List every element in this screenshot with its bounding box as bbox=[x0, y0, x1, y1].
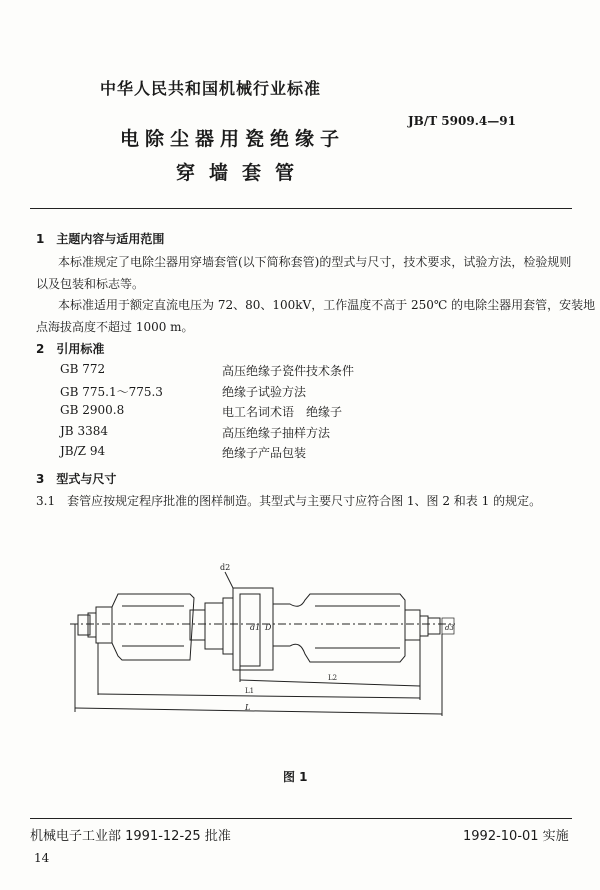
reference-code: JB 3384 bbox=[60, 423, 108, 438]
para-2-line-1: 本标准适用于额定直流电压为 72、80、100kV，工作温度不高于 250℃ 的电除尘器用套管，安装地 bbox=[58, 298, 596, 312]
reference-title: 高压绝缘子瓷件技术条件 bbox=[222, 364, 355, 378]
header-rule bbox=[30, 208, 572, 209]
reference-title: 电工名词术语 绝缘子 bbox=[222, 405, 343, 419]
org-title: 中华人民共和国机械行业标准 bbox=[100, 79, 322, 98]
section-3-heading: 3 型式与尺寸 bbox=[36, 472, 117, 486]
reference-code: GB 772 bbox=[60, 362, 106, 376]
label-d3: d3 bbox=[445, 624, 454, 632]
bushing-drawing bbox=[60, 560, 460, 725]
effective-date: 1992-10-01 实施 bbox=[463, 829, 569, 844]
para-1-line-2: 以及包装和标志等。 bbox=[36, 277, 145, 291]
para-2-line-2: 点海拔高度不超过 1000 m。 bbox=[36, 320, 194, 334]
section-1-heading: 1 主题内容与适用范围 bbox=[36, 232, 165, 246]
para-1-line-1: 本标准规定了电除尘器用穿墙套管(以下简称套管)的型式与尺寸，技术要求，试验方法，检验规则 bbox=[58, 255, 572, 269]
reference-code: GB 2900.8 bbox=[60, 403, 125, 417]
label-d1: d1 bbox=[250, 623, 261, 632]
clause-3-1: 3.1 套管应按规定程序批准的图样制造。其型式与主要尺寸应符合图 1、图 2 和表 1 的规定。 bbox=[36, 494, 542, 508]
title-line-1: 电除尘器用瓷绝缘子 bbox=[120, 128, 346, 150]
reference-title: 绝缘子产品包装 bbox=[222, 446, 307, 460]
footer-rule bbox=[30, 818, 572, 819]
label-d2: d2 bbox=[220, 563, 231, 572]
standard-number: JB/T 5909.4—91 bbox=[408, 114, 516, 128]
page-number: 14 bbox=[34, 851, 50, 865]
figure-caption: 图 1 bbox=[283, 770, 308, 784]
label-L: L bbox=[245, 703, 251, 712]
reference-title: 绝缘子试验方法 bbox=[222, 384, 307, 399]
reference-code: JB/Z 94 bbox=[60, 444, 106, 458]
reference-title: 高压绝缘子抽样方法 bbox=[222, 425, 331, 440]
reference-code: GB 775.1～775.3 bbox=[60, 384, 163, 399]
label-D: D bbox=[265, 623, 272, 632]
label-L1: L1 bbox=[245, 687, 255, 695]
section-2-heading: 2 引用标准 bbox=[36, 342, 105, 356]
title-line-2: 穿墙套管 bbox=[176, 162, 309, 184]
approval-date: 机械电子工业部 1991-12-25 批准 bbox=[30, 829, 231, 844]
label-L2: L2 bbox=[328, 674, 338, 682]
